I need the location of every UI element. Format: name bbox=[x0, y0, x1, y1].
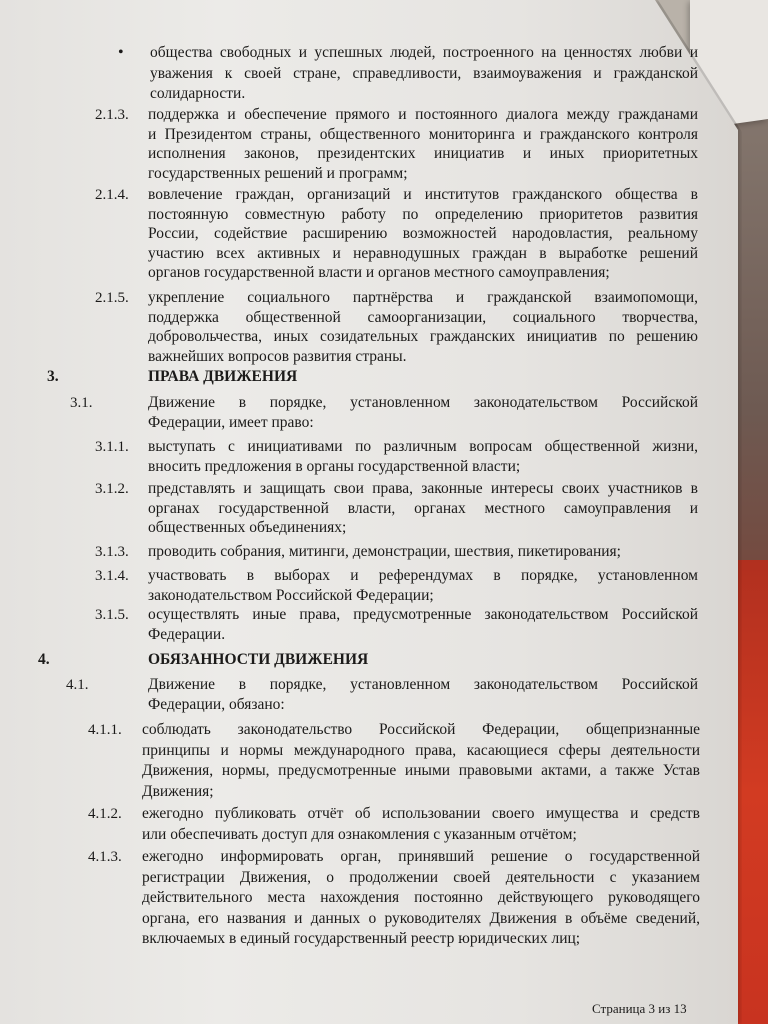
paragraph-line: действительного места нахождения постоянно действующего руководящего bbox=[142, 889, 700, 906]
section-number: 4.1.1. bbox=[88, 722, 122, 738]
paragraph-line: регистрации Движения, о продолжении своей деятельности с указанием bbox=[142, 868, 700, 886]
paragraph-line: исполнения законов, президентских инициатив и иных приоритетных bbox=[148, 145, 698, 162]
section-number: 2.1.4. bbox=[95, 187, 129, 203]
paragraph-line: Движения; bbox=[142, 782, 214, 800]
paragraph-line: проводить собрания, митинги, демонстрации, шествия, пикетирования; bbox=[148, 543, 621, 560]
paragraph-line: Федерации, имеет право: bbox=[148, 413, 314, 431]
paragraph-line: поддержка и обеспечение прямого и постоянного диалога между гражданами bbox=[148, 106, 698, 123]
paragraph-line: Движения, нормы, предусмотренные иными правовыми актами, а также Устав bbox=[142, 762, 700, 779]
section-number: 4.1. bbox=[66, 677, 89, 693]
section-number: 3.1.3. bbox=[95, 544, 129, 560]
section-heading: ПРАВА ДВИЖЕНИЯ bbox=[148, 368, 298, 385]
bullet-marker: • bbox=[118, 44, 124, 61]
paragraph-line: общественных объединениях; bbox=[148, 519, 347, 536]
section-number: 3. bbox=[47, 368, 59, 385]
paragraph-line: органах государственной власти, органах местного самоуправления и bbox=[148, 499, 698, 517]
paragraph-line: осуществлять иные права, предусмотренные законодательством Российской bbox=[148, 606, 698, 623]
section-heading: ОБЯЗАННОСТИ ДВИЖЕНИЯ bbox=[148, 651, 369, 668]
section-number: 3.1. bbox=[70, 395, 93, 411]
paragraph-line: ежегодно публиковать отчёт об использовании своего имущества и средств bbox=[142, 805, 700, 822]
section-number: 3.1.1. bbox=[95, 439, 129, 455]
paragraph-line: органа, его названия и данных о руководителях Движения в объёме сведений, bbox=[142, 909, 700, 927]
paragraph-line: общества свободных и успешных людей, построенного на ценностях любви и bbox=[150, 44, 698, 61]
section-number: 3.1.4. bbox=[95, 568, 129, 584]
section-number: 3.1.2. bbox=[95, 481, 129, 497]
section-number: 2.1.5. bbox=[95, 290, 129, 306]
section-number: 3.1.5. bbox=[95, 607, 129, 623]
paragraph-line: или обеспечивать доступ для ознакомления с указанным отчётом; bbox=[142, 825, 577, 843]
paragraph-line: выступать с инициативами по различным вопросам общественной жизни, bbox=[148, 438, 698, 455]
section-number: 4.1.2. bbox=[88, 806, 122, 822]
paragraph-line: важнейших вопросов развития страны. bbox=[148, 347, 407, 365]
paragraph-line: солидарности. bbox=[150, 85, 246, 102]
paragraph-line: включаемых в единый государственный реестр юридических лиц; bbox=[142, 930, 581, 947]
paragraph-line: Федерации, обязано: bbox=[148, 695, 285, 713]
paragraph-line: соблюдать законодательство Российской Федерации, общепризнанные bbox=[142, 721, 700, 738]
section-number: 4. bbox=[38, 651, 50, 668]
paragraph-line: и Президентом страны, общественного мониторинга и гражданского контроля bbox=[148, 125, 698, 143]
paragraph-line: постоянную совместную работу по определению приоритетов развития bbox=[148, 205, 698, 223]
paragraph-line: вносить предложения в органы государственной власти; bbox=[148, 457, 521, 475]
paragraph-line: органов государственной власти и органов местного самоуправления; bbox=[148, 264, 610, 281]
paragraph-line: законодательством Российской Федерации; bbox=[148, 586, 434, 604]
paragraph-line: укрепление социального партнёрства и гражданской взаимопомощи, bbox=[148, 289, 698, 306]
paragraph-line: ежегодно информировать орган, принявший решение о государственной bbox=[142, 848, 700, 865]
paragraph-line: Движение в порядке, установленном законодательством Российской bbox=[148, 394, 698, 411]
paragraph-line: Федерации. bbox=[148, 625, 226, 643]
paragraph-line: представлять и защищать свои права, законные интересы своих участников в bbox=[148, 480, 698, 497]
section-number: 2.1.3. bbox=[95, 107, 129, 123]
paragraph-line: добровольчества, иных созидательных гражданских инициатив по решению bbox=[148, 328, 698, 345]
paragraph-line: принципы и нормы международного права, касающиеся сферы деятельности bbox=[142, 741, 700, 759]
section-number: 4.1.3. bbox=[88, 849, 122, 865]
paragraph-line: государственных решений и программ; bbox=[148, 164, 408, 182]
paragraph-line: Движение в порядке, установленном законодательством Российской bbox=[148, 676, 698, 693]
paragraph-line: вовлечение граждан, организаций и институтов гражданского общества в bbox=[148, 186, 698, 203]
paragraph-line: уважения к своей стране, справедливости, взаимоуважения и гражданской bbox=[150, 64, 698, 82]
paragraph-line: участвовать в выборах и референдумах в порядке, установленном bbox=[148, 567, 698, 584]
paragraph-line: участию всех активных и неравнодушных граждан в выработке решений bbox=[148, 244, 698, 262]
paragraph-line: поддержка общественной самоорганизации, социального творчества, bbox=[148, 308, 698, 326]
page-number: Страница 3 из 13 bbox=[592, 1001, 687, 1016]
paragraph-line: России, содействие расширению возможностей народовластия, реальному bbox=[148, 225, 698, 242]
